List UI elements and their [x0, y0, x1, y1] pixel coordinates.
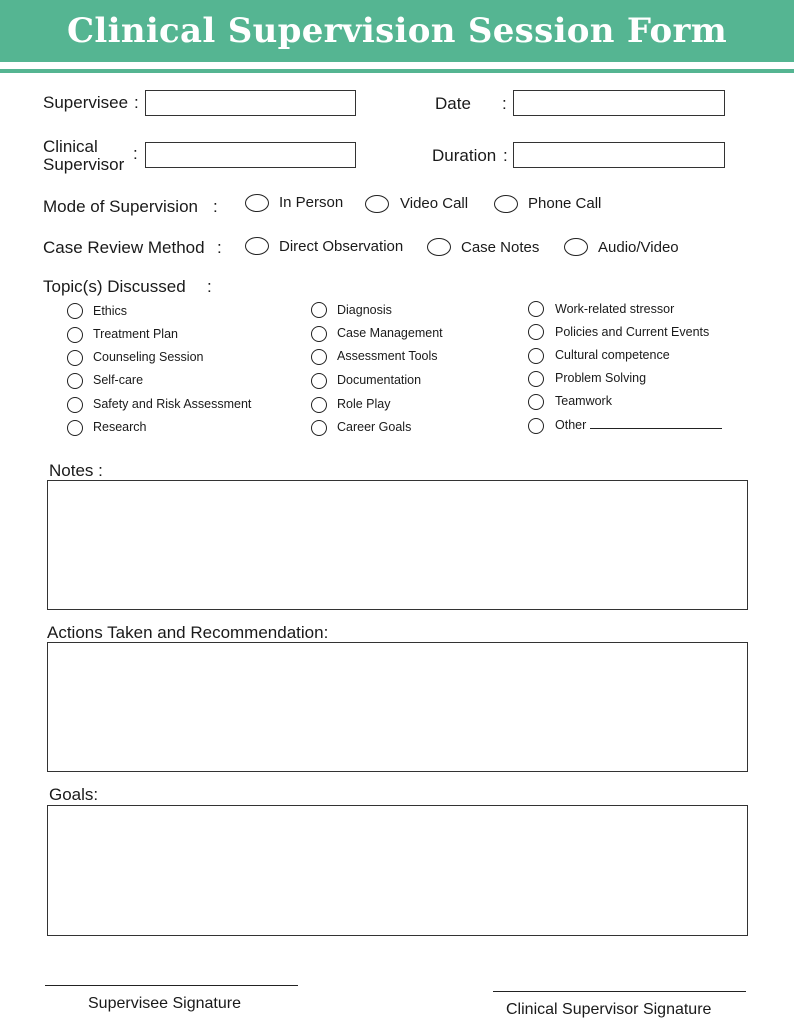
mode-in-person-radio[interactable] [245, 194, 269, 212]
review-case-notes-radio[interactable] [427, 238, 451, 256]
case-review-colon: : [217, 238, 222, 257]
supervisee-signature-line[interactable] [45, 985, 298, 986]
supervisor-label-line2: Supervisor [43, 155, 125, 174]
topics-colon: : [207, 277, 212, 296]
topic-policies-label: Policies and Current Events [555, 325, 710, 339]
topic-teamwork-label: Teamwork [555, 394, 612, 408]
topic-research-checkbox[interactable] [67, 420, 83, 436]
review-audio-video-radio[interactable] [564, 238, 588, 256]
topic-documentation-checkbox[interactable] [311, 373, 327, 389]
mode-video-call-label: Video Call [400, 195, 469, 212]
supervisor-colon: : [133, 144, 138, 163]
topic-work-stressor-checkbox[interactable] [528, 301, 544, 317]
topic-assessment-tools-label: Assessment Tools [337, 349, 438, 363]
topic-policies-checkbox[interactable] [528, 324, 544, 340]
topic-other-checkbox[interactable] [528, 418, 544, 434]
topic-career-goals-label: Career Goals [337, 420, 412, 434]
topic-research-label: Research [93, 420, 147, 434]
actions-textarea[interactable] [47, 642, 748, 772]
actions-label: Actions Taken and Recommendation: [47, 623, 329, 642]
supervisee-signature-label: Supervisee Signature [88, 995, 241, 1012]
header-divider [0, 69, 794, 73]
review-direct-observation-label: Direct Observation [279, 238, 404, 255]
mode-phone-call-label: Phone Call [528, 195, 602, 212]
topic-role-play-checkbox[interactable] [311, 397, 327, 413]
duration-colon: : [503, 146, 508, 165]
topic-role-play-label: Role Play [337, 397, 391, 411]
topic-ethics-checkbox[interactable] [67, 303, 83, 319]
mode-phone-call-radio[interactable] [494, 195, 518, 213]
supervisor-signature-label: Clinical Supervisor Signature [506, 1001, 712, 1018]
mode-label: Mode of Supervision [43, 197, 198, 216]
supervisor-label-line1: Clinical [43, 137, 98, 156]
topic-career-goals-checkbox[interactable] [311, 420, 327, 436]
date-colon: : [502, 94, 507, 113]
topic-cultural-competence-checkbox[interactable] [528, 348, 544, 364]
duration-field[interactable] [513, 142, 725, 168]
topic-cultural-competence-label: Cultural competence [555, 348, 670, 362]
topic-teamwork-checkbox[interactable] [528, 394, 544, 410]
form-header [0, 0, 794, 62]
goals-label: Goals: [49, 785, 99, 804]
topic-case-management-checkbox[interactable] [311, 326, 327, 342]
topic-counseling-session-checkbox[interactable] [67, 350, 83, 366]
topic-treatment-plan-label: Treatment Plan [93, 327, 178, 341]
topic-other-input-line[interactable] [590, 428, 722, 429]
topic-work-stressor-label: Work-related stressor [555, 302, 675, 316]
review-direct-observation-radio[interactable] [245, 237, 269, 255]
topics-label: Topic(s) Discussed [43, 277, 186, 296]
topic-safety-risk-checkbox[interactable] [67, 397, 83, 413]
topic-self-care-label: Self-care [93, 373, 144, 387]
topic-diagnosis-label: Diagnosis [337, 303, 392, 317]
topic-treatment-plan-checkbox[interactable] [67, 327, 83, 343]
supervisee-colon: : [134, 93, 139, 112]
supervisee-field[interactable] [145, 90, 356, 116]
topic-ethics-label: Ethics [93, 304, 128, 318]
duration-label: Duration [432, 146, 497, 165]
topic-self-care-checkbox[interactable] [67, 373, 83, 389]
topic-other-label: Other [555, 418, 587, 432]
topic-counseling-session-label: Counseling Session [93, 350, 204, 364]
review-case-notes-label: Case Notes [461, 239, 540, 256]
mode-in-person-label: In Person [279, 194, 344, 211]
notes-textarea[interactable] [47, 480, 748, 610]
topic-diagnosis-checkbox[interactable] [311, 302, 327, 318]
date-field[interactable] [513, 90, 725, 116]
topic-problem-solving-checkbox[interactable] [528, 371, 544, 387]
topic-documentation-label: Documentation [337, 373, 422, 387]
supervisor-signature-line[interactable] [493, 991, 746, 992]
case-review-label: Case Review Method [43, 238, 205, 257]
notes-label: Notes : [49, 461, 103, 480]
supervisor-field[interactable] [145, 142, 356, 168]
topic-safety-risk-label: Safety and Risk Assessment [93, 397, 252, 411]
date-label: Date [435, 94, 471, 113]
form-title: Clinical Supervision Session Form [67, 11, 727, 51]
mode-video-call-radio[interactable] [365, 195, 389, 213]
goals-textarea[interactable] [47, 805, 748, 936]
mode-colon: : [213, 197, 218, 216]
review-audio-video-label: Audio/Video [598, 239, 679, 256]
supervisee-label: Supervisee [43, 93, 129, 112]
topic-assessment-tools-checkbox[interactable] [311, 349, 327, 365]
topic-case-management-label: Case Management [337, 326, 443, 340]
topic-problem-solving-label: Problem Solving [555, 371, 647, 385]
